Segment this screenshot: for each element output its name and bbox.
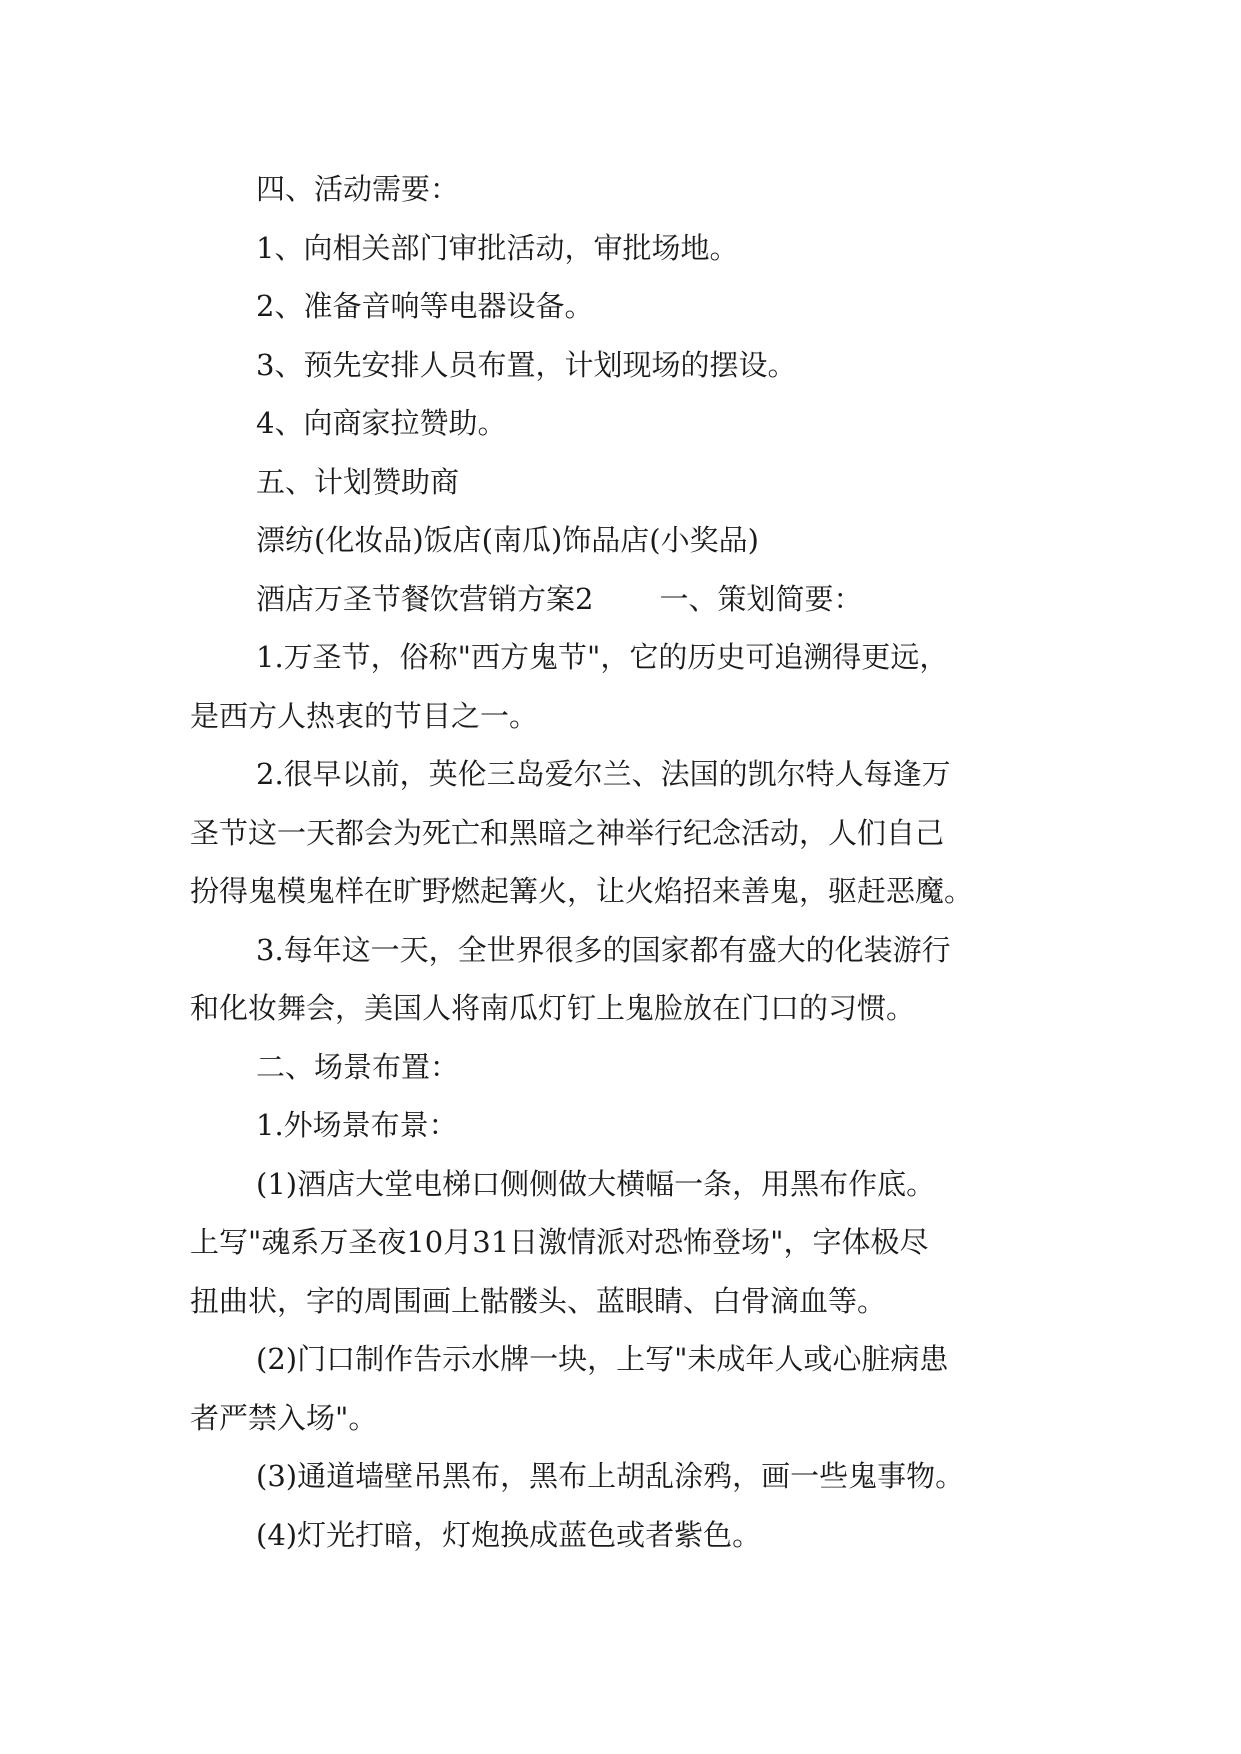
paragraph-item-1 <box>190 1155 1070 1331</box>
paragraph-line: 1.万圣节，俗称"西方鬼节"，它的历史可追溯得更远， <box>256 640 949 674</box>
paragraph-line: (2)门口制作告示水牌一块，上写"未成年人或心脏病患 <box>256 1342 949 1376</box>
section-heading-activity-needs: 四、活动需要： <box>256 172 460 206</box>
paragraph-line: 3.每年这一天，全世界很多的国家都有盛大的化装游行 <box>256 932 951 967</box>
paragraph-line: 上写"魂系万圣夜10月31日激情派对恐怖登场"，字体极尽 <box>190 1225 929 1259</box>
section-heading-summary: 一、策划简要： <box>659 581 863 616</box>
list-item: 2、准备音响等电器设备。 <box>256 289 594 323</box>
paragraph-line: 和化妆舞会，美国人将南瓜灯钉上鬼脸放在门口的习惯。 <box>190 991 916 1025</box>
paragraph-summary-2 <box>190 745 1070 921</box>
paragraph-item-3: (3)通道墙壁吊黑布，黑布上胡乱涂鸦，画一些鬼事物。 <box>256 1459 965 1493</box>
section-heading-sponsors: 五、计划赞助商 <box>256 464 460 499</box>
paragraph-summary-3 <box>190 921 1070 1038</box>
paragraph-line: 圣节这一天都会为死亡和黑暗之神举行纪念活动，人们自己 <box>190 815 945 850</box>
paragraph-line: 者严禁入场"。 <box>190 1400 378 1435</box>
paragraph-summary-1 <box>190 628 1070 745</box>
sponsor-list: 漂纺(化妆品)饭店(南瓜)饰品店(小奖品) <box>256 523 759 557</box>
list-item: 3、预先安排人员布置，计划现场的摆设。 <box>256 347 797 382</box>
paragraph-line: (1)酒店大堂电梯口侧侧做大横幅一条，用黑布作底。 <box>256 1166 936 1201</box>
list-item: 4、向商家拉赞助。 <box>256 406 507 440</box>
paragraph-line: 扭曲状，字的周围画上骷髅头、蓝眼睛、白骨滴血等。 <box>190 1283 887 1318</box>
paragraph-line: 扮得鬼模鬼样在旷野燃起篝火，让火焰招来善鬼，驱赶恶魔。 <box>190 874 974 908</box>
subheading-outdoor-scene: 1.外场景布景： <box>256 1108 458 1142</box>
paragraph-item-4: (4)灯光打暗，灯炮换成蓝色或者紫色。 <box>256 1517 762 1552</box>
paragraph-line: 2.很早以前，英伦三岛爱尔兰、法国的凯尔特人每逢万 <box>256 757 951 791</box>
paragraph-item-2 <box>190 1330 1070 1447</box>
paragraph-line: 是西方人热衷的节目之一。 <box>190 698 539 733</box>
document-title: 酒店万圣节餐饮营销方案2 <box>256 581 594 616</box>
section-heading-scene-setup: 二、场景布置： <box>256 1049 460 1084</box>
document-body <box>190 160 1070 1564</box>
document-title-line <box>190 570 1070 629</box>
list-item: 1、向相关部门审批活动，审批场地。 <box>256 230 739 265</box>
